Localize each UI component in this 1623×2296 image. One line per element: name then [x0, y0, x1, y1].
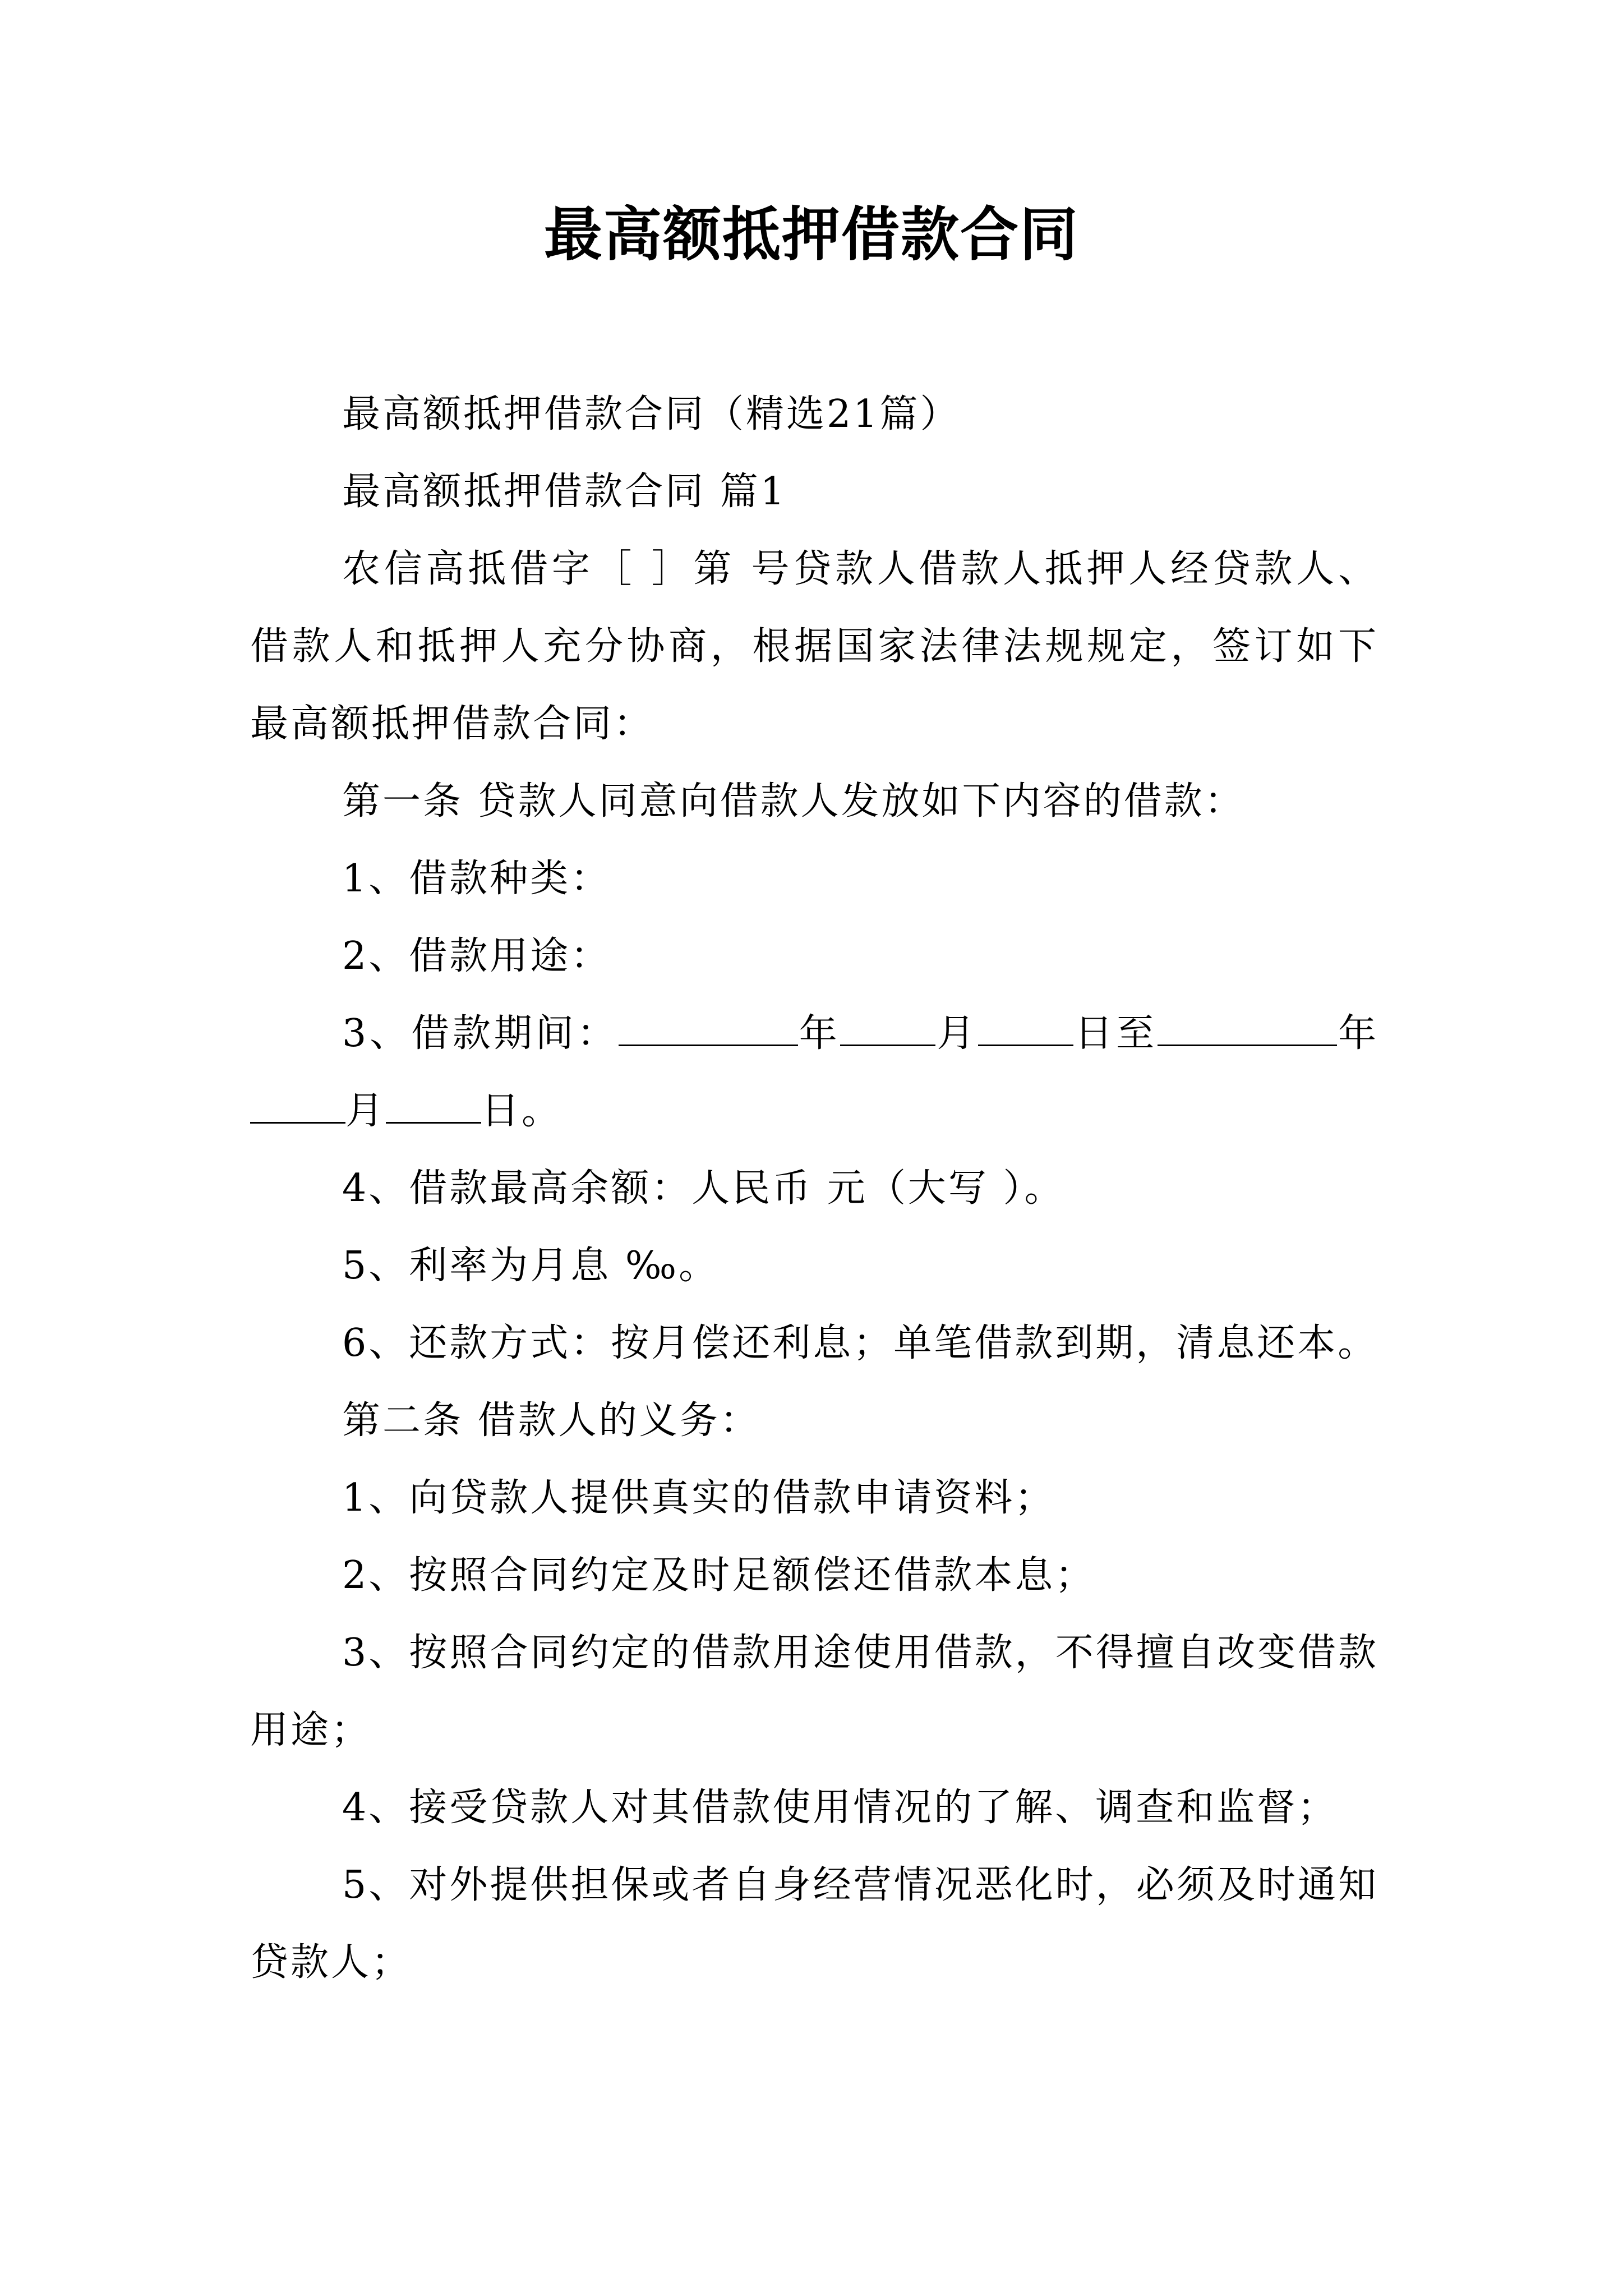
- paragraph-loan-purpose: 2、借款用途：: [342, 934, 611, 978]
- paragraph-obligation-2: 2、按照合同约定及时足额偿还借款本息；: [342, 1553, 1096, 1598]
- blank-end-year: [1158, 1007, 1337, 1046]
- blank-start-day: [978, 1007, 1073, 1046]
- document-body: [250, 376, 1378, 2001]
- period-end-label: 日。: [481, 1089, 562, 1133]
- paragraph-obligation-5: 5、对外提供担保或者自身经营情况恶化时，必须及时通知贷款人；: [250, 1863, 1378, 1985]
- paragraph-loan-type: 1、借款种类：: [342, 857, 611, 901]
- document-title: 最高额抵押借款合同: [543, 200, 1079, 269]
- paragraph-obligation-1: 1、向贷款人提供真实的借款申请资料；: [342, 1476, 1055, 1520]
- paragraph-repayment: 6、还款方式：按月偿还利息；单笔借款到期，清息还本。: [342, 1321, 1378, 1365]
- blank-start-year: [619, 1007, 798, 1046]
- period-day-to-label: 日至: [1073, 1011, 1158, 1056]
- paragraph-max-balance: 4、借款最高余额：人民币 元（大写 ）。: [342, 1166, 1065, 1211]
- blank-end-day: [386, 1085, 481, 1124]
- paragraph-preamble: 农信高抵借字［ ］第 号贷款人借款人抵押人经贷款人、借款人和抵押人充分协商，根据国家法律法规规定，签订如下最高额抵押借款合同：: [250, 547, 1378, 746]
- period-year-label: 年: [797, 1011, 841, 1056]
- paragraph-section-heading: 最高额抵押借款合同 篇1: [342, 470, 787, 514]
- blank-end-month: [250, 1085, 345, 1124]
- paragraph-subtitle: 最高额抵押借款合同（精选21篇）: [342, 392, 961, 436]
- paragraph-interest-rate: 5、利率为月息 ‰。: [342, 1244, 720, 1288]
- period-end-year-label: 年: [1337, 1011, 1378, 1056]
- paragraph-article-2: 第二条 借款人的义务：: [342, 1398, 760, 1443]
- blank-start-month: [840, 1007, 935, 1046]
- paragraph-loan-period: [250, 995, 1378, 1150]
- period-label: 3、借款期间：: [342, 1011, 619, 1056]
- period-month-label: 月: [935, 1011, 979, 1056]
- paragraph-obligation-3: 3、按照合同约定的借款用途使用借款，不得擅自改变借款用途；: [250, 1631, 1378, 1752]
- paragraph-obligation-4: 4、接受贷款人对其借款使用情况的了解、调查和监督；: [342, 1786, 1338, 1830]
- paragraph-article-1: 第一条 贷款人同意向借款人发放如下内容的借款：: [342, 779, 1245, 823]
- period-end-month-label: 月: [345, 1089, 386, 1133]
